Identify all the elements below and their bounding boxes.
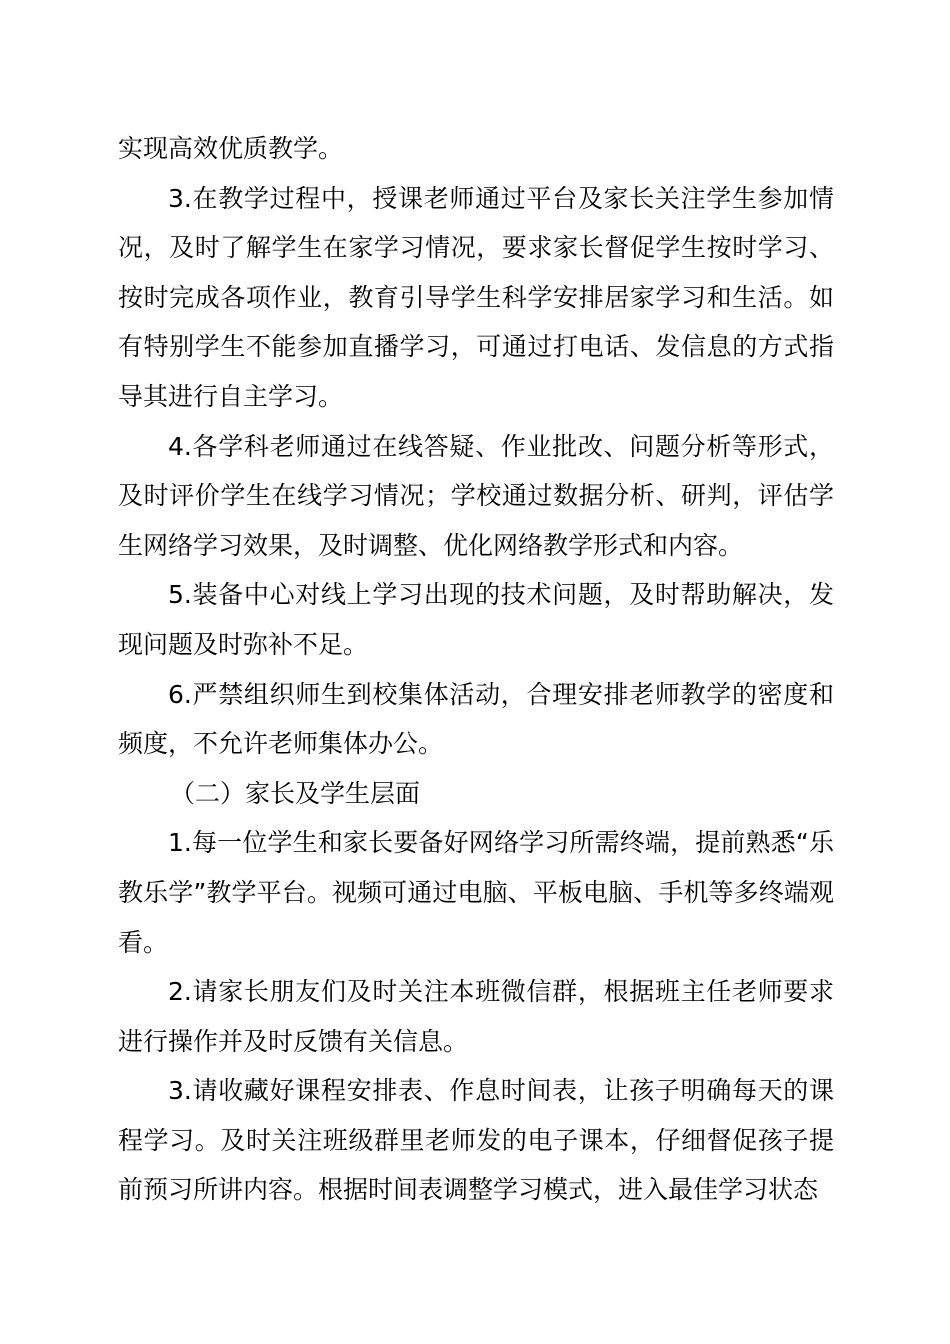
paragraph-item-5: 5.装备中心对线上学习出现的技术问题，及时帮助解决，发现问题及时弥补不足。 [118, 580, 834, 659]
paragraph-item-4: 4.各学科老师通过在线答疑、作业批改、问题分析等形式，及时评价学生在线学习情况；学校通过数据分析、研判，评估学生网络学习效果，及时调整、优化网络教学形式和内容。 [118, 431, 834, 560]
document-body [118, 124, 834, 1215]
paragraph-continued: 实现高效优质教学。 [118, 134, 344, 163]
paragraph-parent-item-1: 1.每一位学生和家长要备好网络学习所需终端，提前熟悉“乐教乐学”教学平台。视频可通过电脑、平板电脑、手机等多终端观看。 [118, 828, 834, 957]
paragraph-parent-item-2: 2.请家长朋友们及时关注本班微信群，根据班主任老师要求进行操作并及时反馈有关信息。 [118, 977, 834, 1056]
paragraph-parent-item-3: 3.请收藏好课程安排表、作息时间表，让孩子明确每天的课程学习。及时关注班级群里老师发的电子课本，仔细督促孩子提前预习所讲内容。根据时间表调整学习模式，进入最佳学习状态 [118, 1076, 834, 1205]
section-heading: （二）家长及学生层面 [170, 778, 421, 808]
paragraph-item-6: 6.严禁组织师生到校集体活动，合理安排老师教学的密度和频度，不允许老师集体办公。 [118, 679, 834, 759]
paragraph-item-3: 3.在教学过程中，授课老师通过平台及家长关注学生参加情况，及时了解学生在家学习情况，要求家长督促学生按时学习、按时完成各项作业，教育引导学生科学安排居家学习和生活。如有特别学生不能参加直播学习，可通过打电话、发信息的方式指导其进行自主学习。 [118, 183, 834, 411]
